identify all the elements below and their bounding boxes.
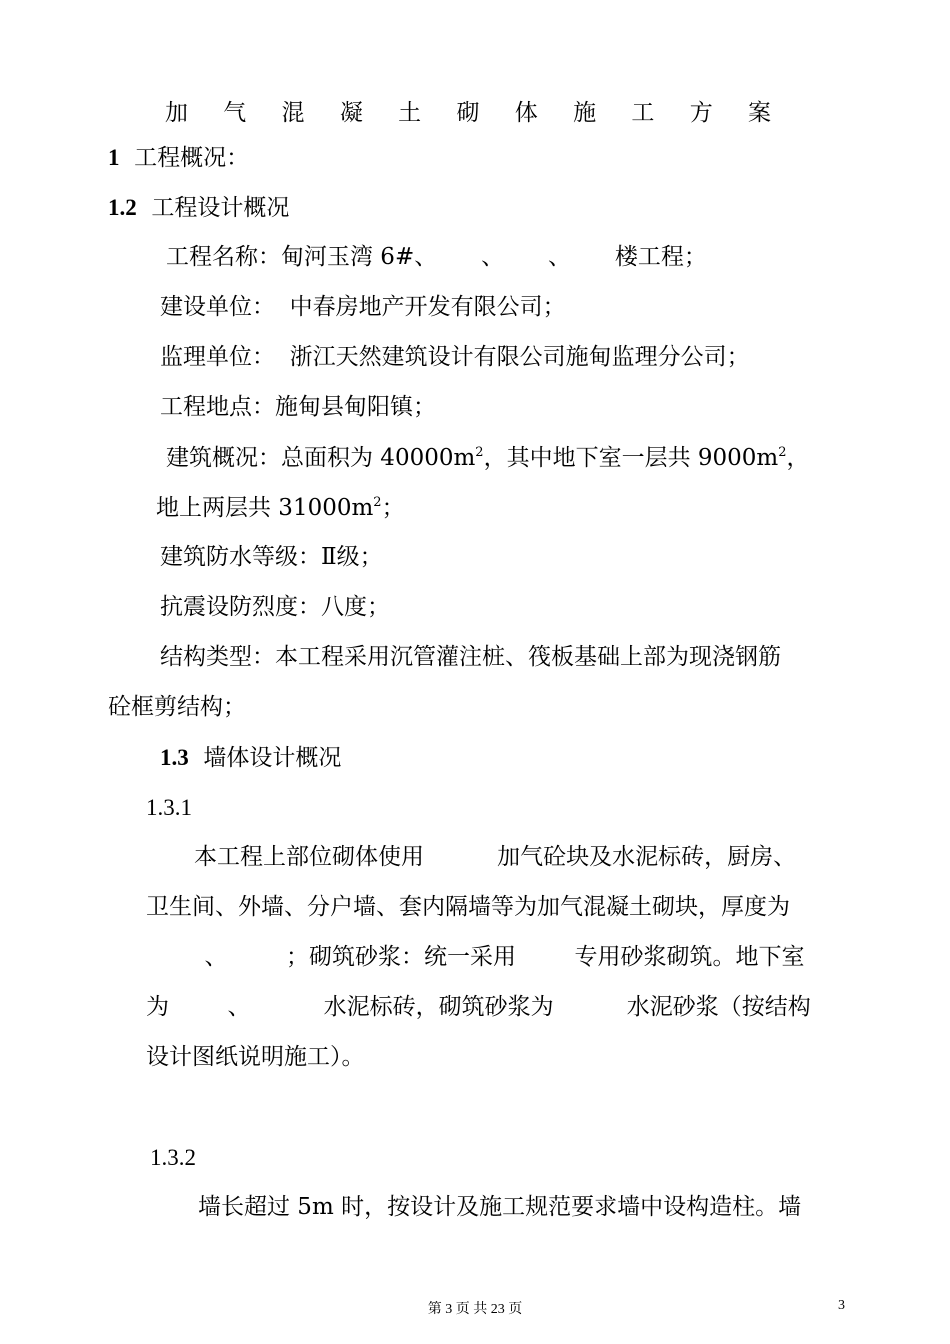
section-number: 1.3 [160, 745, 189, 770]
section-number: 1.2 [108, 195, 137, 220]
page-number: 3 [838, 1298, 845, 1313]
section-number: 1 [108, 145, 120, 170]
section-1-3-2-text-1: 墙长超过 5m 时，按设计及施工规范要求墙中设构造柱。墙 [198, 1194, 802, 1220]
section-1-heading [108, 146, 249, 170]
document-title: 加 气 混 凝 土 砌 体 施 工 方 案 [164, 100, 786, 126]
section-1-3-2-number: 1.3.2 [150, 1145, 196, 1170]
section-1-3-1-text-1: 本工程上部位砌体使用 加气砼块及水泥标砖，厨房、 [194, 844, 797, 870]
structure-line-2: 砼框剪结构； [108, 694, 246, 720]
section-1-3-1-text-3: 、 ；砌筑砂浆：统一采用 专用砂浆砌筑。地下室 [146, 944, 805, 970]
superscript: 2 [778, 445, 787, 460]
overview-label: 建筑概况： [166, 445, 281, 471]
overview-text-a: 总面积为 40000m [281, 445, 476, 471]
section-1-3-1-text-4: 为 、 水泥标砖，砌筑砂浆为 水泥砂浆（按结构 [146, 994, 811, 1020]
section-title: 工程设计概况 [151, 195, 290, 221]
builder-label: 建设单位： [160, 294, 275, 320]
location-line [160, 396, 436, 419]
section-1-3-1-text-2: 卫生间、外墙、分户墙、套内隔墙等为加气混凝土砌块，厚度为 [146, 894, 790, 920]
overview-line-2 [156, 496, 405, 520]
builder-line [160, 296, 566, 319]
section-1-3-1-number: 1.3.1 [146, 795, 192, 820]
project-name-line [166, 246, 707, 269]
section-title: 墙体设计概况 [203, 745, 342, 771]
overview-text-b: ，其中地下室一层共 9000m [483, 445, 779, 471]
waterproof-line: 建筑防水等级：Ⅱ级； [160, 544, 383, 570]
supervisor-line [160, 346, 750, 369]
builder-value: 中春房地产开发有限公司； [289, 294, 566, 320]
supervisor-label: 监理单位： [160, 344, 275, 370]
overview-text-c: ， [786, 445, 810, 471]
overview-line [166, 446, 810, 470]
superscript: 2 [475, 445, 484, 460]
superscript: 2 [373, 495, 382, 510]
project-name-value: 甸河玉湾 6#、 、 、 楼工程； [281, 244, 707, 270]
project-name-label: 工程名称： [166, 244, 281, 270]
supervisor-value: 浙江天然建筑设计有限公司施甸监理分公司； [289, 344, 750, 370]
section-title: 工程概况： [134, 145, 250, 171]
overview-text-d: 地上两层共 31000m [156, 495, 374, 521]
section-1-3-heading [160, 746, 341, 770]
location-value: 施甸县甸阳镇； [275, 394, 436, 420]
seismic-line: 抗震设防烈度：八度； [160, 594, 390, 620]
overview-text-e: ； [381, 495, 405, 521]
page-footer: 第 3 页 共 23 页 [427, 1302, 523, 1317]
location-label: 工程地点： [160, 394, 275, 420]
structure-line-1: 结构类型：本工程采用沉管灌注桩、筏板基础上部为现浇钢筋 [160, 644, 781, 670]
section-1-2-heading [108, 196, 289, 220]
section-1-3-1-text-5: 设计图纸说明施工）。 [146, 1044, 365, 1070]
